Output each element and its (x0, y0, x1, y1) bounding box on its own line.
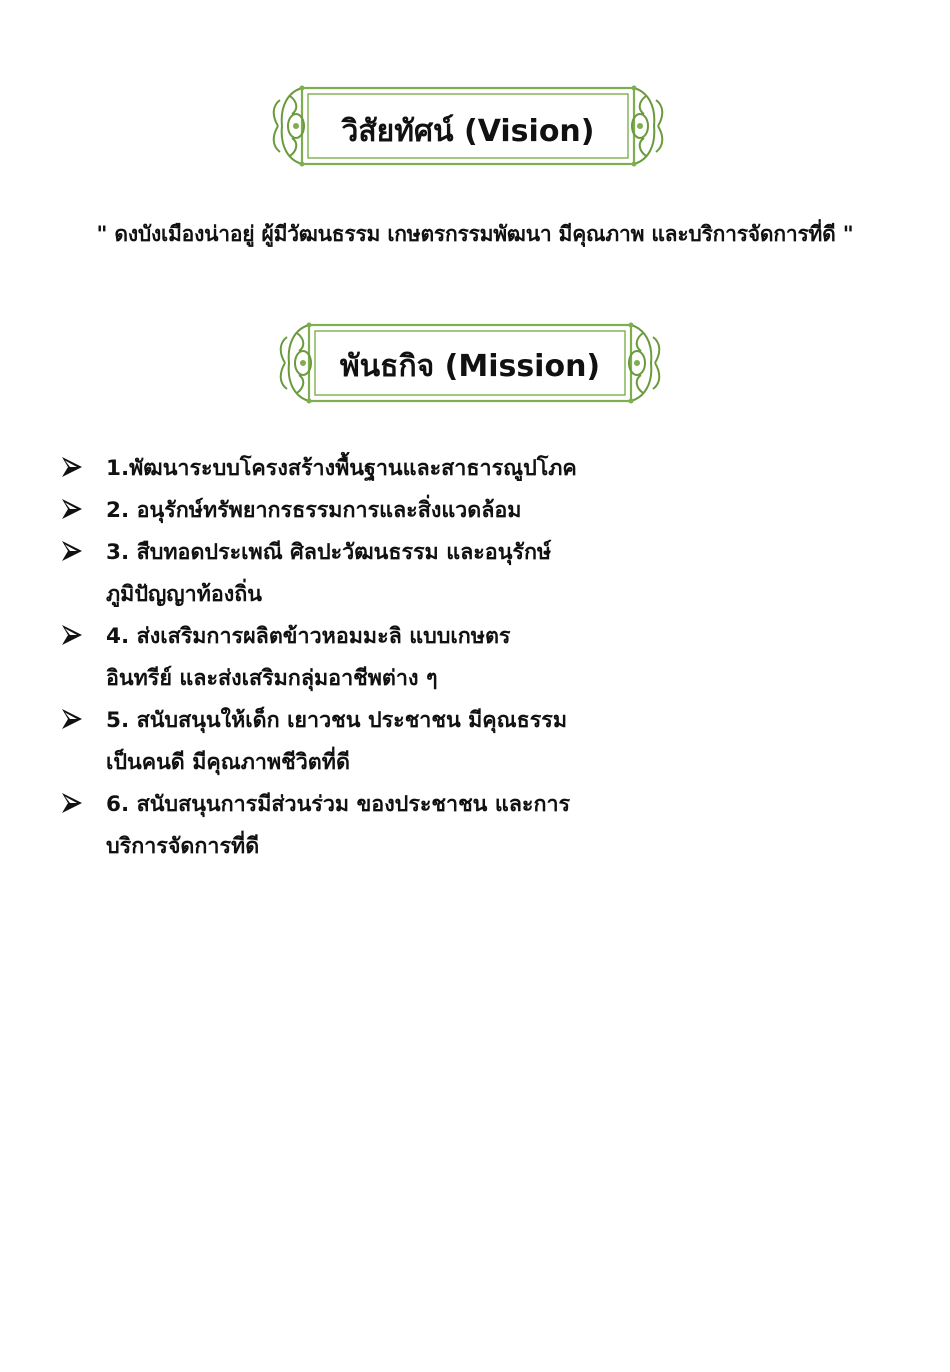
vision-statement: " ดงบังเมืองน่าอยู่ ผู้มีวัฒนธรรม เกษตรกรรมพัฒนา มีคุณภาพ และบริการจัดการที่ดี " (96, 222, 854, 246)
mission-item-text: บริการจัดการที่ดี (106, 834, 260, 859)
arrowhead-bullet-icon (61, 708, 83, 730)
mission-item (58, 448, 658, 490)
vision-heading-frame (268, 76, 668, 176)
mission-item-text: อินทรีย์ และส่งเสริมกลุ่มอาชีพต่าง ๆ (106, 666, 438, 691)
mission-heading-frame (275, 313, 665, 413)
vision-heading: วิสัยทัศน์ (Vision) (341, 114, 595, 149)
arrowhead-bullet-icon (61, 456, 83, 478)
mission-heading: พันธกิจ (Mission) (339, 349, 601, 384)
mission-item (58, 784, 658, 868)
mission-item-text: 5. สนับสนุนให้เด็ก เยาวชน ประชาชน มีคุณธรรม (106, 708, 568, 733)
mission-item (58, 490, 658, 532)
mission-item (58, 700, 658, 784)
mission-item-text: 3. สืบทอดประเพณี ศิลปะวัฒนธรรม และอนุรักษ์ (106, 540, 552, 565)
mission-item-text: 1.พัฒนาระบบโครงสร้างพื้นฐานและสาธารณูปโภค (106, 456, 577, 481)
mission-item (58, 532, 658, 616)
mission-item-text: 6. สนับสนุนการมีส่วนร่วม ของประชาชน และการ (106, 792, 571, 817)
mission-item-text: เป็นคนดี มีคุณภาพชีวิตที่ดี (106, 750, 350, 775)
mission-list (58, 448, 658, 868)
mission-item-text: 2. อนุรักษ์ทรัพยากรธรรมการและสิ่งแวดล้อม (106, 498, 522, 523)
arrowhead-bullet-icon (61, 624, 83, 646)
mission-item-text: ภูมิปัญญาท้องถิ่น (106, 582, 263, 607)
arrowhead-bullet-icon (61, 540, 83, 562)
arrowhead-bullet-icon (61, 792, 83, 814)
mission-item-text: 4. ส่งเสริมการผลิตข้าวหอมมะลิ แบบเกษตร (106, 624, 511, 649)
arrowhead-bullet-icon (61, 498, 83, 520)
mission-item (58, 616, 658, 700)
